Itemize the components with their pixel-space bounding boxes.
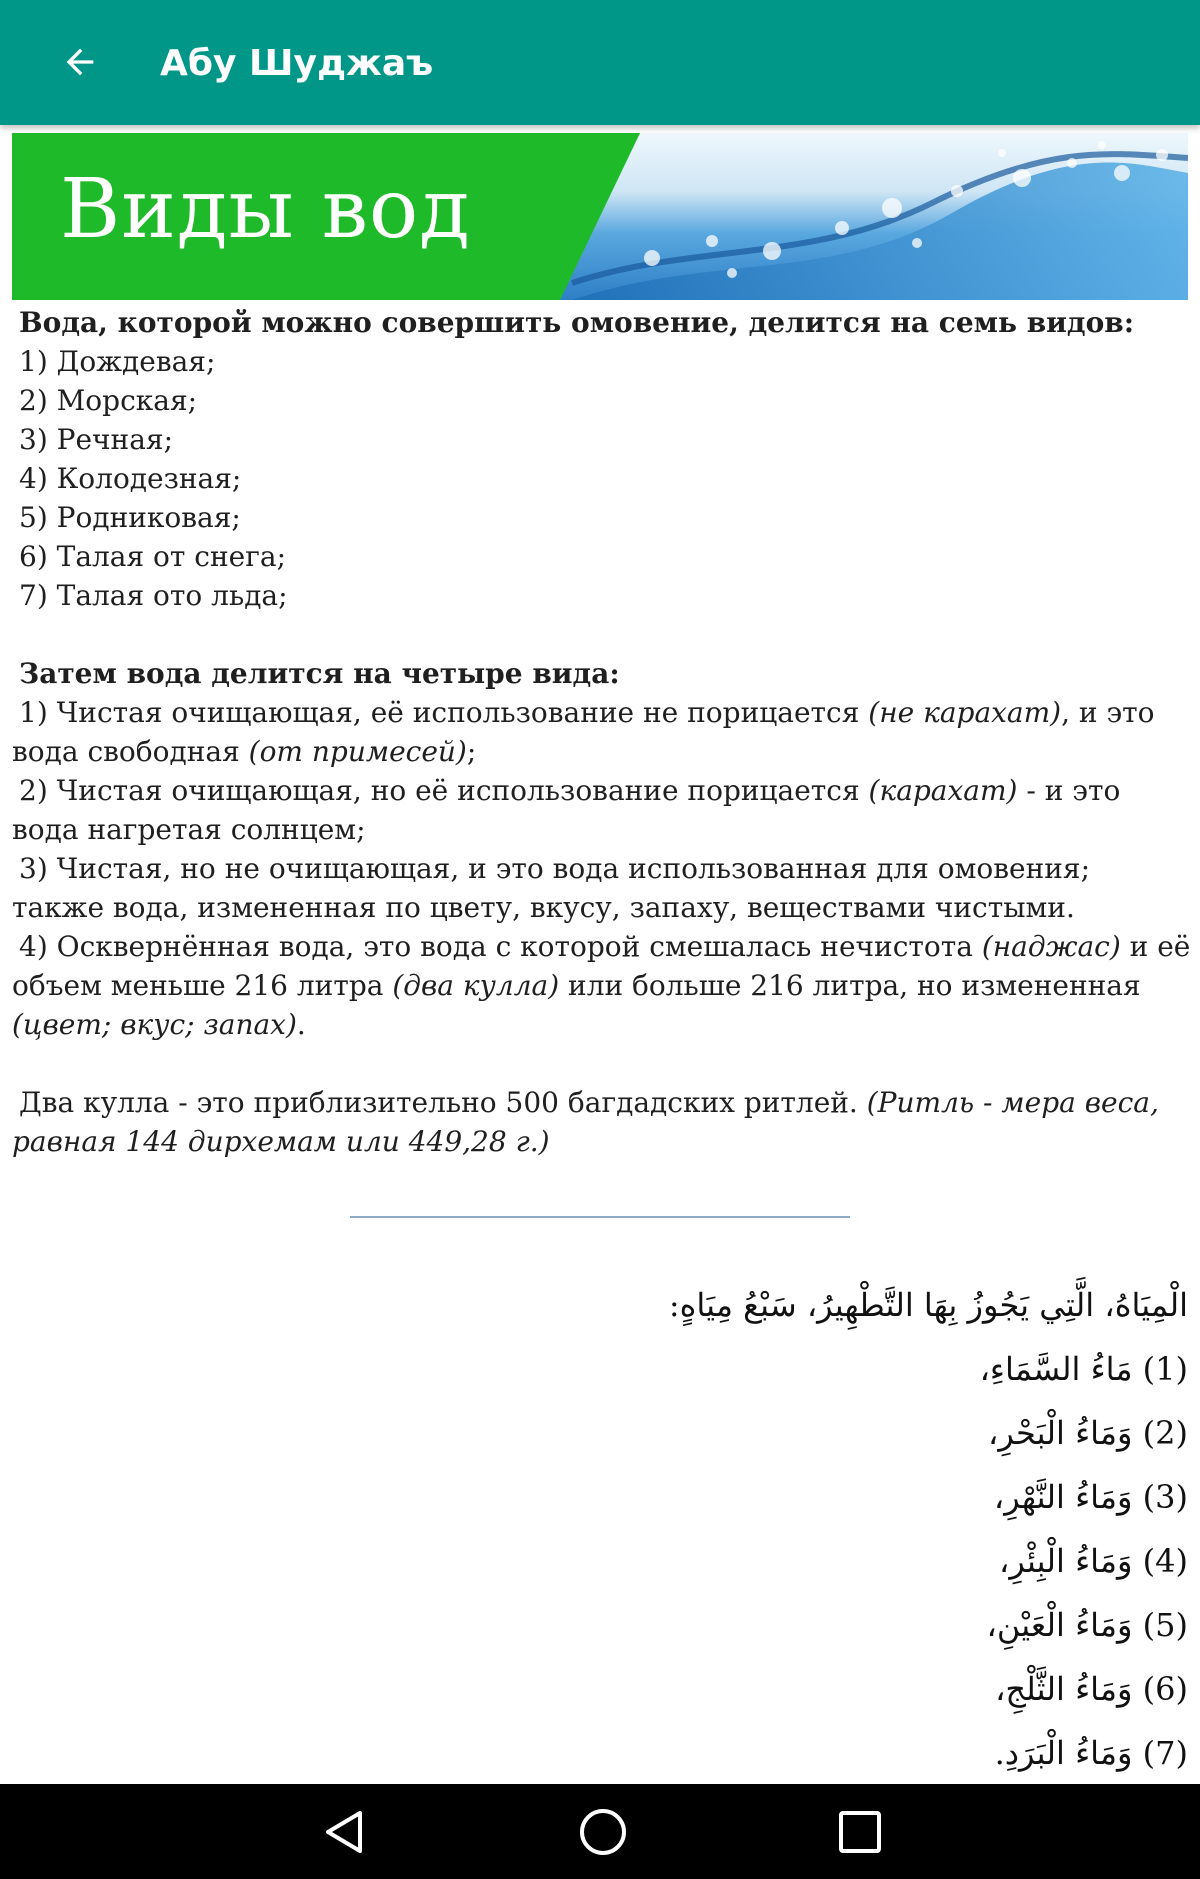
kind-2-line-1: 2) Чистая очищающая, но её использование порицается (карахат) - и это <box>19 774 1121 807</box>
nav-back-button[interactable] <box>310 1799 380 1864</box>
app-bar <box>0 0 1200 125</box>
kind-4-line-2: объем меньше 216 литра (два кулла) или больше 216 литра, но измененная <box>12 969 1141 1002</box>
spacer <box>12 615 1192 654</box>
spacer <box>12 1044 1192 1083</box>
arabic-list-item: (4) وَمَاءُ الْبِئْرِ، <box>999 1542 1188 1580</box>
back-button[interactable] <box>50 32 110 92</box>
nav-recents-button[interactable] <box>825 1799 895 1864</box>
kind-1-line-1: 1) Чистая очищающая, её использование не порицается (не карахат), и это <box>19 696 1155 729</box>
list-item: 3) Речная; <box>19 423 174 456</box>
kulla-line-1: Два кулла - это приблизительно 500 багдадских ритлей. (Ритль - мера веса, <box>19 1086 1159 1119</box>
list-item: 7) Талая ото льда; <box>19 579 288 612</box>
list-item: 1) Дождевая; <box>19 345 216 378</box>
nav-back-triangle-icon <box>320 1807 370 1857</box>
list-item: 2) Морская; <box>19 384 198 417</box>
kind-1-line-2: вода свободная (от примесей); <box>12 735 477 768</box>
system-nav-bar <box>0 1784 1200 1879</box>
list-item: 5) Родниковая; <box>19 501 241 534</box>
arabic-list-item: (6) وَمَاءُ الثَّلْجِ، <box>995 1670 1188 1708</box>
kind-2-line-2: вода нагретая солнцем; <box>12 813 366 846</box>
kind-4-line-3: (цвет; вкус; запах). <box>12 1008 306 1041</box>
kulla-line-2: равная 144 дирхемам или 449,28 г.) <box>12 1125 550 1158</box>
article-content[interactable] <box>0 125 1200 1784</box>
kind-4-line-1: 4) Осквернённая вода, это вода с которой смешалась нечистота (наджас) и её <box>19 930 1191 963</box>
list-item: 4) Колодезная; <box>19 462 242 495</box>
kind-3-line-2: также вода, измененная по цвету, вкусу, запаху, веществами чистыми. <box>12 891 1075 924</box>
arabic-list-item: (3) وَمَاءُ النَّهْرِ، <box>993 1478 1188 1516</box>
arabic-intro: الْمِيَاهُ، الَّتِي يَجُوزُ بِهَا التَّطْهِيرُ، سَبْعُ مِيَاهٍ: <box>668 1286 1188 1324</box>
arabic-list-item: (7) وَمَاءُ الْبَرَدِ. <box>994 1734 1188 1772</box>
arabic-list-item: (5) وَمَاءُ الْعَيْنِ، <box>986 1606 1188 1644</box>
arabic-list-item: (2) وَمَاءُ الْبَحْرِ، <box>988 1414 1188 1452</box>
arrow-left-icon <box>60 42 100 82</box>
banner-title: Виды вод <box>60 162 471 257</box>
list-item: 6) Талая от снега; <box>19 540 287 573</box>
banner-image <box>12 133 1188 300</box>
arabic-text <box>88 1273 1188 1784</box>
intro-text: Вода, которой можно совершить омовение, делится на семь видов: <box>19 306 1135 339</box>
section-heading: Затем вода делится на четыре вида: <box>19 657 620 690</box>
russian-text <box>12 303 1192 1161</box>
nav-recents-square-icon <box>836 1808 884 1856</box>
kind-3-line-1: 3) Чистая, но не очищающая, и это вода использованная для омовения; <box>19 852 1090 885</box>
page-title: Абу Шуджаъ <box>160 43 434 84</box>
arabic-list-item: (1) مَاءُ السَّمَاءِ، <box>979 1350 1188 1388</box>
section-divider <box>350 1216 850 1218</box>
nav-home-button[interactable] <box>568 1799 638 1864</box>
nav-home-circle-icon <box>577 1806 629 1858</box>
